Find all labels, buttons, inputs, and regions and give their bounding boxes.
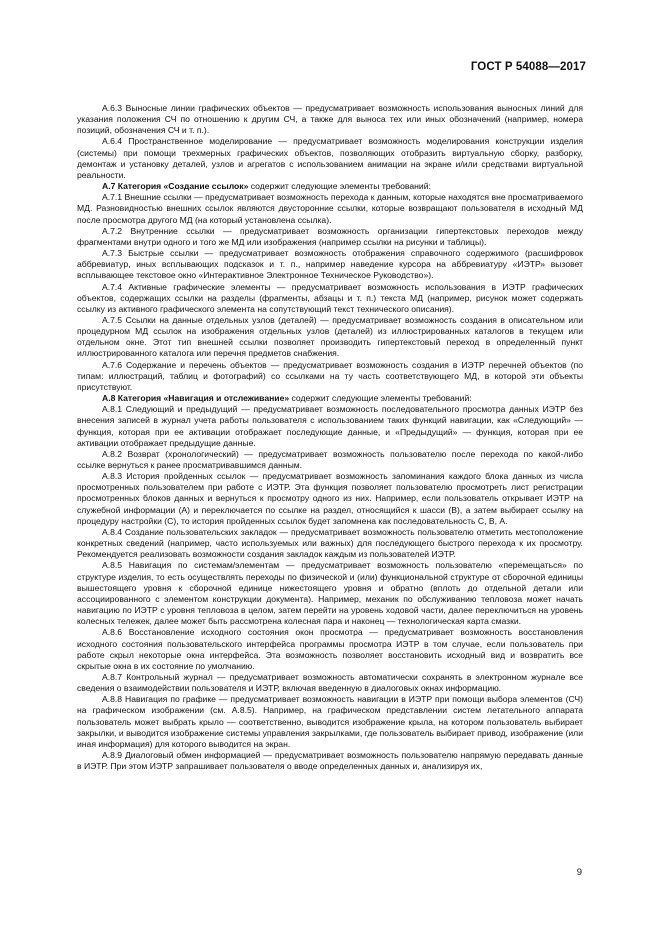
paragraph: А.7.2 Внутренние ссылки — предусматривает возможность организации гипертекстовых переходов между фрагментами внутри одного и того же МД или изображения (например ссылки на рисунки и таблицы).: [77, 225, 583, 247]
paragraph: А.8.4 Создание пользовательских закладок — предусматривает возможность пользователю отметить местоположение конкретных сведений (например, часто используемых или важных) для последующего быстрого перехода к их просмотру. Рекомендуется реализовать возможности создания закладок каждым из пользователей ИЭТР.: [77, 526, 583, 560]
section-title-rest: содержит следующие элементы требований:: [248, 181, 431, 192]
paragraph: А.8.2 Возврат (хронологический) — предусматривает возможность пользователю после перехода по какой-либо ссылке вернуться к ранее просматривавшимся данным.: [77, 448, 583, 470]
paragraph: А.7.5 Ссылки на данные отдельных узлов (деталей) — предусматривает возможность создания в описательном или процедурном МД ссылок на изображения отдельных узлов (деталей) из иллюстрированных каталогов в текущем или отдельном окне. Этот тип внешней ссылки позволяет производить гипертекстовый переход в определенный пункт иллюстрированного каталога или перечня предметов снабжения.: [77, 314, 583, 359]
paragraph: А.8.7 Контрольный журнал — предусматривает возможность автоматически сохранять в электронном журнале все сведения о взаимодействии пользователя и ИЭТР, включая введенную в диалоговых окнах информацию.: [77, 671, 583, 694]
paragraph: А.7.4 Активные графические элементы — предусматривает возможность использования в ИЭТР графических объектов, содержащих ссылки на разделы (фрагменты, абзацы и т. п.) текста МД (например, рисунок может содержать ссылку из активного графического элемента на сопутствующий текст технического описания).: [77, 281, 583, 314]
paragraph: А.8.5 Навигация по системам/элементам — предусматривает возможность пользователю «перемещаться» по структуре изделия, то есть осуществлять переходы по физической и (или) функциональной структуре от сборочной единицы вышестоящего уровня к сборочной единице нижестоящего уровня и обратно (вплоть до отдельной детали или ассоциированного с элементом конструкции документа). Например, механик по обслуживанию тепловоза может начать навигацию по ИЭТР с уровня тепловоза в целом, затем перейти на уровень ходовой части, далее переключиться на уровень колесных тележек, далее может быть рассмотрена колесная пара и наконец — технологическая карта смазки.: [77, 560, 583, 627]
document-code: ГОСТ Р 54088—2017: [470, 61, 586, 73]
section-title: А.8 Категория «Навигация и отслеживание»: [102, 393, 290, 404]
section-title-rest: содержит следующие элементы требований:: [289, 393, 472, 404]
section-heading: [77, 393, 583, 404]
paragraph: А.7.6 Содержание и перечень объектов — предусматривает возможность создания в ИЭТР перечней объектов (по типам: иллюстраций, таблиц и фотографий) со ссылками на ту часть соответствующего МД, в которой эти объекты присутствуют.: [77, 359, 583, 392]
paragraph: А.7.1 Внешние ссылки — предусматривает возможность перехода к данным, которые находятся вне просматриваемого МД. Разновидностью внешних ссылок являются двусторонние ссылки, которые возвращают пользователя в исходный МД после просмотра другого МД (на который установлена ссылка).: [77, 192, 583, 225]
paragraph: А.8.8 Навигация по графике — предусматривает возможность навигации в ИЭТР при помощи выбора элементов (СЧ) на графическом изображении (см. А.8.5). Например, на графическом представлении систем летательного аппарата пользователь может выбрать крыло — соответственно, выводится изображение крыла, на котором пользователь выбирает закрылки, и выводится изображение системы управления закрылками, где пользователь выбирает привод, изображение (или иная информация) для которого выводится на экран.: [77, 694, 583, 749]
document-body: [77, 103, 583, 772]
paragraph: А.8.1 Следующий и предыдущий — предусматривает возможность последовательного просмотра данных ИЭТР без внесения записей в журнал учета работы пользователя с использованием таких функций навигации, как «Следующий» — функция, которая при ее активации отображает последующие данные, и «Предыдущий» — функция, которая при ее активации отображает предыдущие данные.: [77, 404, 583, 448]
paragraph: А.7.3 Быстрые ссылки — предусматривает возможность отображения справочного содержимого (расшифровок аббревиатур, иных всплывающих подсказок и т. п., например наведение курсора на аббревиатуру «ИЭТР» вызовет всплывающее текстовое окно «Интерактивное Электронное Техническое Руководство»).: [77, 248, 583, 281]
paragraph: А.8.6 Восстановление исходного состояния окон просмотра — предусматривает возможность восстановления исходного состояния пользовательского интерфейса программы просмотра ИЭТР в том случае, если пользователь при работе скрыл некоторые окна интерфейса. Эта возможность позволяет восстановить исходный вид и возвратить все скрытые окна в их состояние по умолчанию.: [77, 627, 583, 671]
section-heading: [77, 181, 583, 192]
section-title: А.7 Категория «Создание ссылок»: [102, 181, 249, 192]
paragraph: А.8.3 История пройденных ссылок — предусматривает возможность запоминания каждого блока данных из числа просмотренных пользователем при работе с ИЭТР. Эта функция позволяет пользователю просмотреть лист регистрации просмотренных блоков данных и вернуться к просмотру одного из них. Например, если пользователь открывает ИЭТР на служебной информации (А) и переключается по ссылке на раздел, относящийся к шасси (В), а затем выбирает ссылку на процедуру настройки (С), то история пройденных ссылок будет запомнена как последовательность С, В, А.: [77, 471, 583, 526]
paragraph: А.6.4 Пространственное моделирование — предусматривает возможность моделирования конструкции изделия (системы) при помощи трехмерных графических объектов, позволяющих отобразить виртуальную сборку, разборку, демонтаж и установку деталей, узлов и агрегатов с использованием анимации на экране и/или средствами виртуальной реальности.: [77, 136, 583, 180]
paragraph: А.6.3 Выносные линии графических объектов — предусматривает возможность использования выносных линий для указания положения СЧ по отношению к другим СЧ, а также для выноса тех или иных обозначений (например, номера позиций, обозначения СЧ и т. п.).: [77, 103, 583, 136]
page-number: 9: [576, 867, 582, 878]
paragraph: А.8.9 Диалоговый обмен информацией — предусматривает возможность пользователю напрямую передавать данные в ИЭТР. При этом ИЭТР запрашивает пользователя о вводе определенных данных и, анализируя их,: [77, 750, 583, 772]
